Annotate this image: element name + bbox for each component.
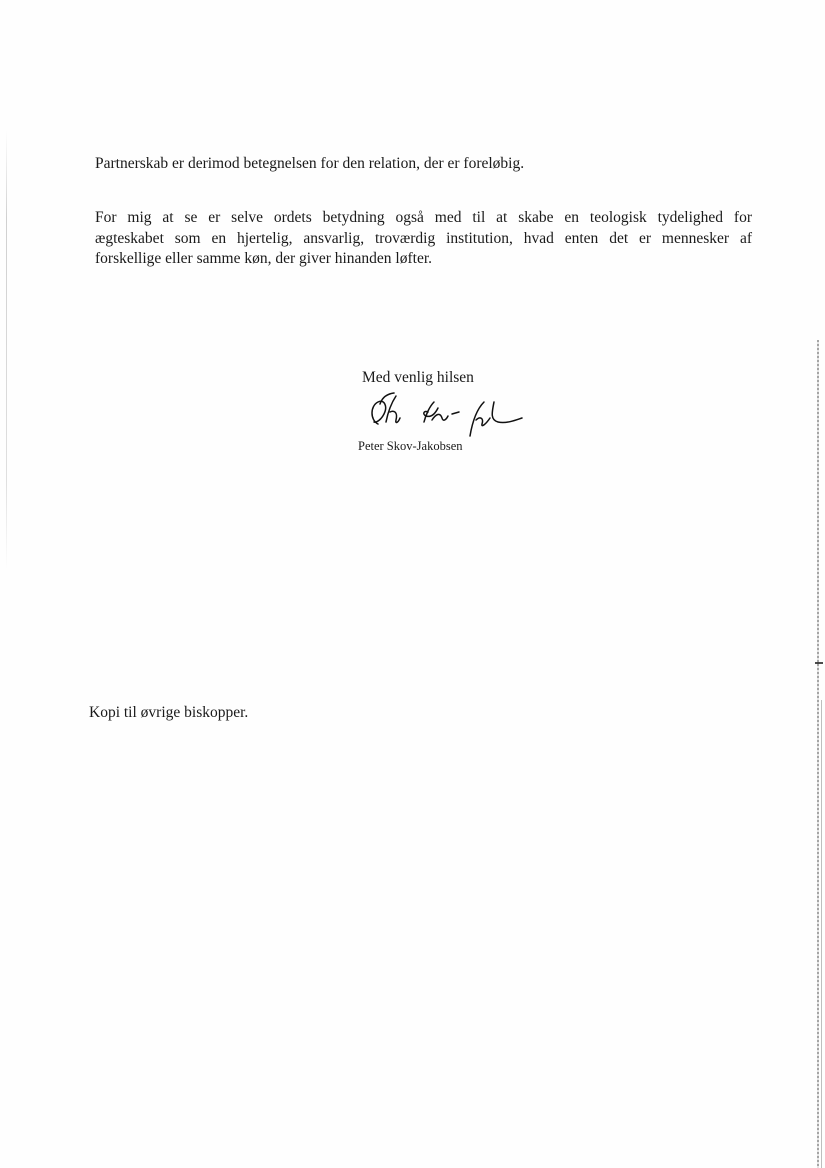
paragraph-aegteskab (95, 208, 752, 270)
paragraph-line: ægteskabet som en hjertelig, ansvarlig, troværdig institution, hvad enten det er mennesker af (95, 229, 752, 247)
paragraph-line: For mig at se er selve ordets betydning også med til at skabe en teologisk tydelighed for (95, 209, 752, 226)
scan-tick-mark (815, 662, 823, 664)
copy-note: Kopi til øvrige biskopper. (89, 704, 249, 721)
paragraph-partnerskab: Partnerskab er derimod betegnelsen for den relation, der er foreløbig. (95, 155, 525, 172)
signer-name: Peter Skov-Jakobsen (358, 439, 463, 453)
scan-edge-left (6, 130, 7, 570)
scan-edge-right (817, 340, 819, 1168)
paragraph-line: forskellige eller samme køn, der giver hinanden løfter. (95, 250, 433, 267)
closing-greeting: Med venlig hilsen (362, 369, 474, 386)
scan-edge-right-inner (821, 700, 822, 1168)
handwritten-signature (366, 390, 526, 440)
